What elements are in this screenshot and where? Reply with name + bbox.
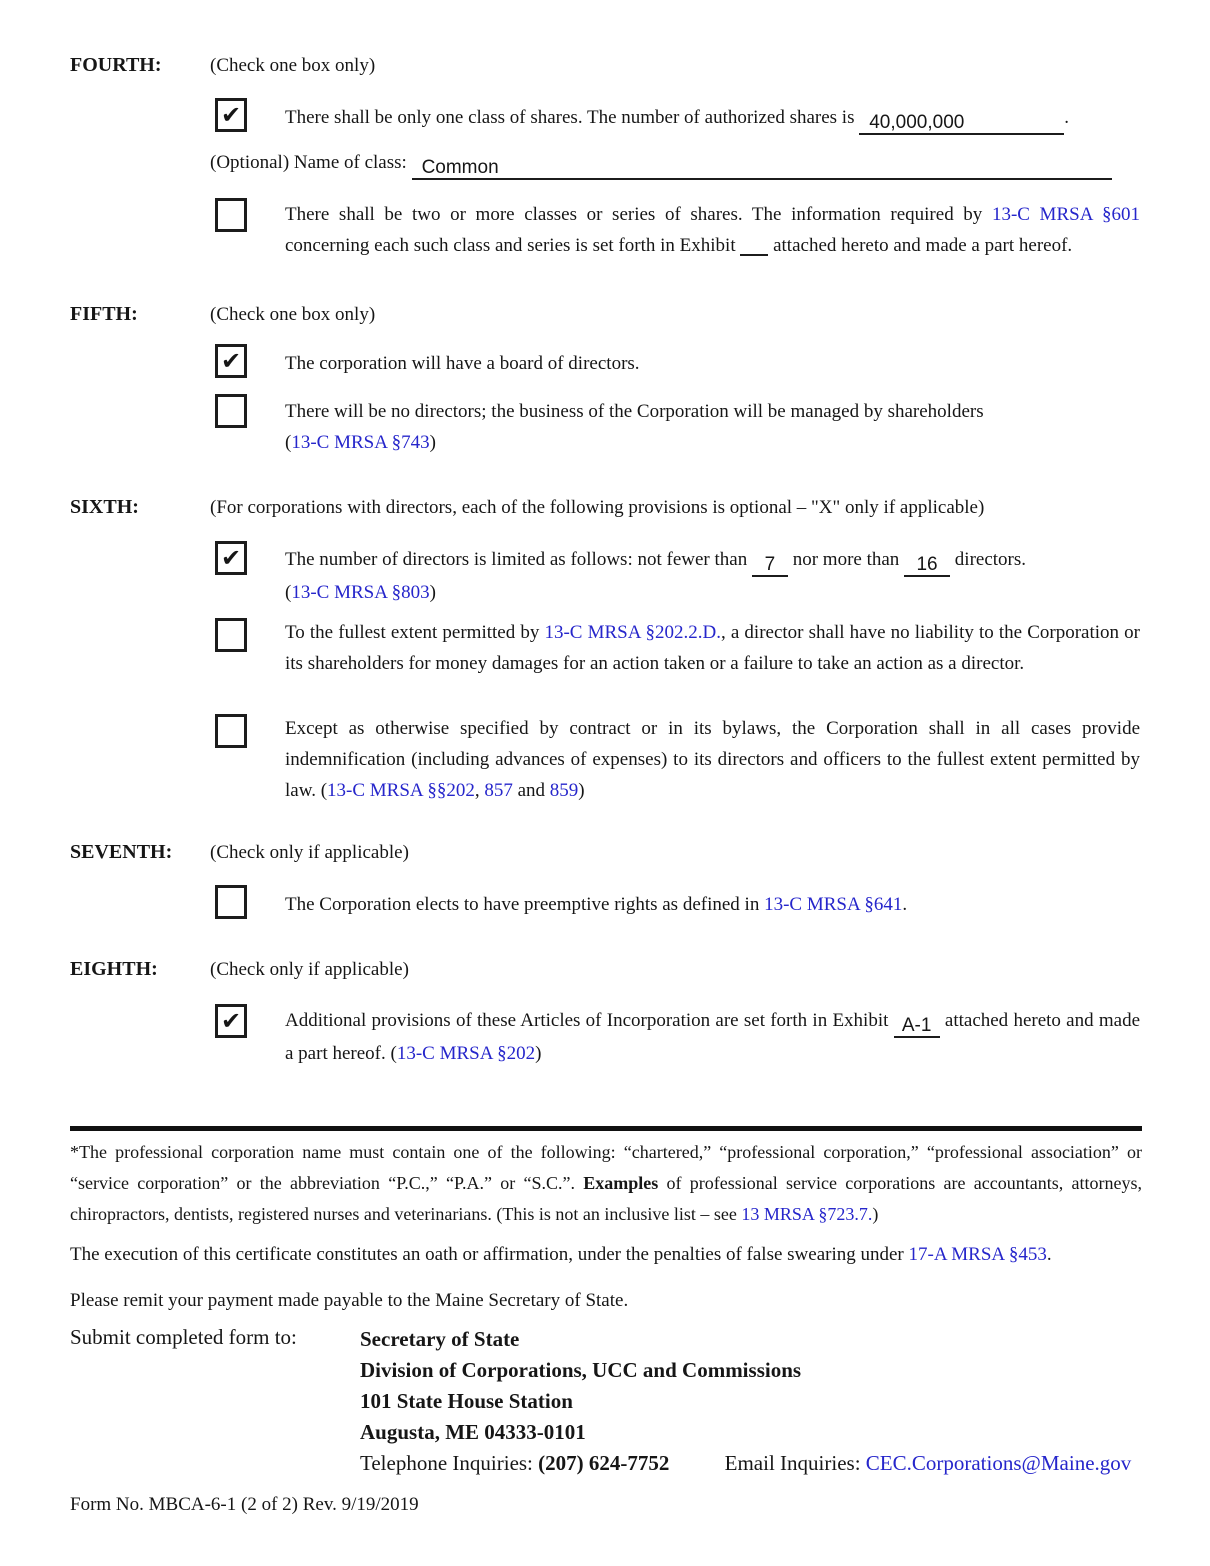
submit-form-label: Submit completed form to: bbox=[70, 1325, 297, 1349]
link-13c-mrsa-803[interactable]: 13-C MRSA §803 bbox=[291, 582, 430, 603]
option-liability-text bbox=[285, 617, 1140, 679]
address-line: Division of Corporations, UCC and Commissions bbox=[360, 1358, 802, 1382]
section-sixth-label: SIXTH: bbox=[70, 496, 139, 518]
footnote-text: *The professional corporation name must contain one of the following: “chartered,” “professional corporation,” “professional association” or “service corporation” or the abbreviation “P.C.,” “P.A.” or “S.C.”. bbox=[70, 1142, 1142, 1193]
professional-corporation-footnote bbox=[70, 1137, 1142, 1230]
link-17a-mrsa-453[interactable]: 17-A MRSA §453 bbox=[908, 1244, 1047, 1265]
option-text: . bbox=[902, 894, 908, 915]
option-text: Additional provisions of these Articles of Incorporation are set forth in Exhibit bbox=[285, 1010, 894, 1031]
checkbox-director-count-limit[interactable] bbox=[215, 541, 247, 575]
exhibit-field-blank[interactable] bbox=[740, 231, 768, 256]
option-text: There shall be only one class of shares. The number of authorized shares is bbox=[285, 107, 855, 128]
ref-paren: ) bbox=[429, 432, 436, 453]
phone-number: (207) 624-7752 bbox=[538, 1451, 670, 1475]
optional-class-label: (Optional) Name of class: bbox=[210, 152, 407, 173]
payment-note: Please remit your payment made payable to the Maine Secretary of State. bbox=[70, 1290, 629, 1311]
option-preemptive-text bbox=[285, 889, 1140, 920]
checkbox-board-of-directors[interactable] bbox=[215, 344, 247, 378]
option-text: , bbox=[474, 780, 485, 801]
option-text: To the fullest extent permitted by bbox=[285, 622, 545, 643]
section-seventh-instruction: (Check only if applicable) bbox=[210, 842, 409, 863]
link-13c-mrsa-743[interactable]: 13-C MRSA §743 bbox=[291, 432, 430, 453]
email-label: Email Inquiries: bbox=[724, 1451, 861, 1475]
min-directors-field[interactable]: 7 bbox=[752, 552, 788, 577]
checkmark-icon: ✔ bbox=[220, 101, 242, 129]
link-13c-mrsa-202[interactable]: 13-C MRSA §§202 bbox=[327, 780, 475, 801]
link-13c-mrsa-601[interactable]: 13-C MRSA §601 bbox=[991, 204, 1140, 225]
footnote-examples-bold: Examples bbox=[583, 1173, 659, 1193]
checkbox-multiple-classes[interactable] bbox=[215, 198, 247, 232]
link-13c-mrsa-202-2-d[interactable]: 13-C MRSA §202.2.D. bbox=[544, 622, 721, 643]
option-text: nor more than bbox=[787, 549, 905, 570]
link-857[interactable]: 857 bbox=[484, 780, 513, 801]
exhibit-name-field[interactable]: A-1 bbox=[894, 1013, 940, 1038]
optional-class-row bbox=[210, 152, 1112, 180]
section-eighth-instruction: (Check only if applicable) bbox=[210, 959, 409, 980]
ref-paren: ) bbox=[429, 582, 436, 603]
option-text: concerning each such class and series is set forth in Exhibit bbox=[285, 235, 741, 256]
option-text: , a director shall have no liability to the Corporation or its shareholders for money damages for an action taken or a failure to take an action as a director. bbox=[285, 622, 1140, 674]
checkbox-one-class-of-shares[interactable] bbox=[215, 98, 247, 132]
option-indemnification-text bbox=[285, 713, 1140, 806]
contact-line bbox=[360, 1448, 1131, 1479]
option-text: ) bbox=[578, 780, 585, 801]
checkmark-icon: ✔ bbox=[220, 544, 242, 572]
checkmark-icon: ✔ bbox=[220, 347, 242, 375]
option-multiple-classes-text bbox=[285, 199, 1140, 261]
authorized-shares-field[interactable]: 40,000,000 bbox=[859, 110, 1064, 135]
option-text: attached hereto and made a part hereof. bbox=[768, 235, 1073, 256]
ref-paren: ( bbox=[285, 432, 292, 453]
checkbox-additional-provisions[interactable] bbox=[215, 1004, 247, 1038]
address-line: 101 State House Station bbox=[360, 1389, 573, 1413]
submission-address-block bbox=[360, 1324, 1131, 1479]
oath-paragraph bbox=[70, 1239, 1142, 1270]
option-text: Except as otherwise specified by contract or in its bylaws, the Corporation shall in all cases provide indemnification (including advances of expenses) to its directors and officers to the fullest extent permitted by law. ( bbox=[285, 718, 1140, 801]
max-directors-field[interactable]: 16 bbox=[904, 552, 950, 577]
link-859[interactable]: 859 bbox=[549, 780, 579, 801]
oath-text: The execution of this certificate constitutes an oath or affirmation, under the penalties of false swearing under bbox=[70, 1244, 909, 1265]
option-one-class-text bbox=[285, 102, 1140, 135]
link-13c-mrsa-641[interactable]: 13-C MRSA §641 bbox=[764, 894, 903, 915]
section-fifth-instruction: (Check one box only) bbox=[210, 304, 376, 325]
option-text: attached hereto and made a part hereof. ( bbox=[285, 1010, 1140, 1064]
checkmark-icon: ✔ bbox=[220, 1007, 242, 1035]
option-text: The number of directors is limited as follows: not fewer than bbox=[285, 549, 752, 570]
checkbox-director-liability[interactable] bbox=[215, 618, 247, 652]
address-line: Augusta, ME 04333-0101 bbox=[360, 1420, 586, 1444]
checkbox-preemptive-rights[interactable] bbox=[215, 885, 247, 919]
option-text: There will be no directors; the business of the Corporation will be managed by shareholders bbox=[285, 401, 984, 422]
section-seventh-label: SEVENTH: bbox=[70, 841, 173, 863]
form-number: Form No. MBCA-6-1 (2 of 2) Rev. 9/19/2019 bbox=[70, 1494, 419, 1515]
oath-text: . bbox=[1046, 1244, 1052, 1265]
option-text-after: . bbox=[1064, 107, 1069, 128]
option-no-directors-text bbox=[285, 396, 1140, 458]
link-13c-mrsa-202-eighth[interactable]: 13-C MRSA §202 bbox=[396, 1043, 536, 1064]
link-13-mrsa-723-7[interactable]: 13 MRSA §723.7. bbox=[741, 1204, 873, 1224]
class-name-field[interactable]: Common bbox=[412, 155, 1112, 180]
address-line: Secretary of State bbox=[360, 1327, 520, 1351]
option-text: The Corporation elects to have preemptive rights as defined in bbox=[285, 894, 765, 915]
checkbox-indemnification[interactable] bbox=[215, 714, 247, 748]
section-fourth-label: FOURTH: bbox=[70, 54, 162, 76]
ref-paren: ( bbox=[285, 582, 292, 603]
checkbox-no-directors[interactable] bbox=[215, 394, 247, 428]
section-fifth-label: FIFTH: bbox=[70, 303, 138, 325]
option-board-text bbox=[285, 348, 1140, 379]
footnote-text: of professional service corporations are accountants, attorneys, chiropractors, dentists, registered nurses and veterinarians. (This is not an inclusive list – see bbox=[70, 1173, 1142, 1224]
phone-label: Telephone Inquiries: bbox=[360, 1451, 533, 1475]
footnote-text: ) bbox=[872, 1204, 879, 1224]
divider-line bbox=[70, 1126, 1142, 1131]
section-fourth-instruction: (Check one box only) bbox=[210, 55, 376, 76]
option-director-limit-text bbox=[285, 544, 1140, 608]
option-text: and bbox=[512, 780, 550, 801]
section-eighth-label: EIGHTH: bbox=[70, 958, 158, 980]
option-additional-provisions-text bbox=[285, 1005, 1140, 1069]
option-text: The corporation will have a board of directors. bbox=[285, 353, 640, 374]
email-link[interactable]: CEC.Corporations@Maine.gov bbox=[865, 1451, 1132, 1475]
option-text: directors. bbox=[950, 549, 1027, 570]
option-text: There shall be two or more classes or series of shares. The information required by bbox=[285, 204, 992, 225]
option-text: ) bbox=[535, 1043, 542, 1064]
section-sixth-instruction: (For corporations with directors, each of the following provisions is optional – "X" only if applicable) bbox=[210, 497, 985, 518]
